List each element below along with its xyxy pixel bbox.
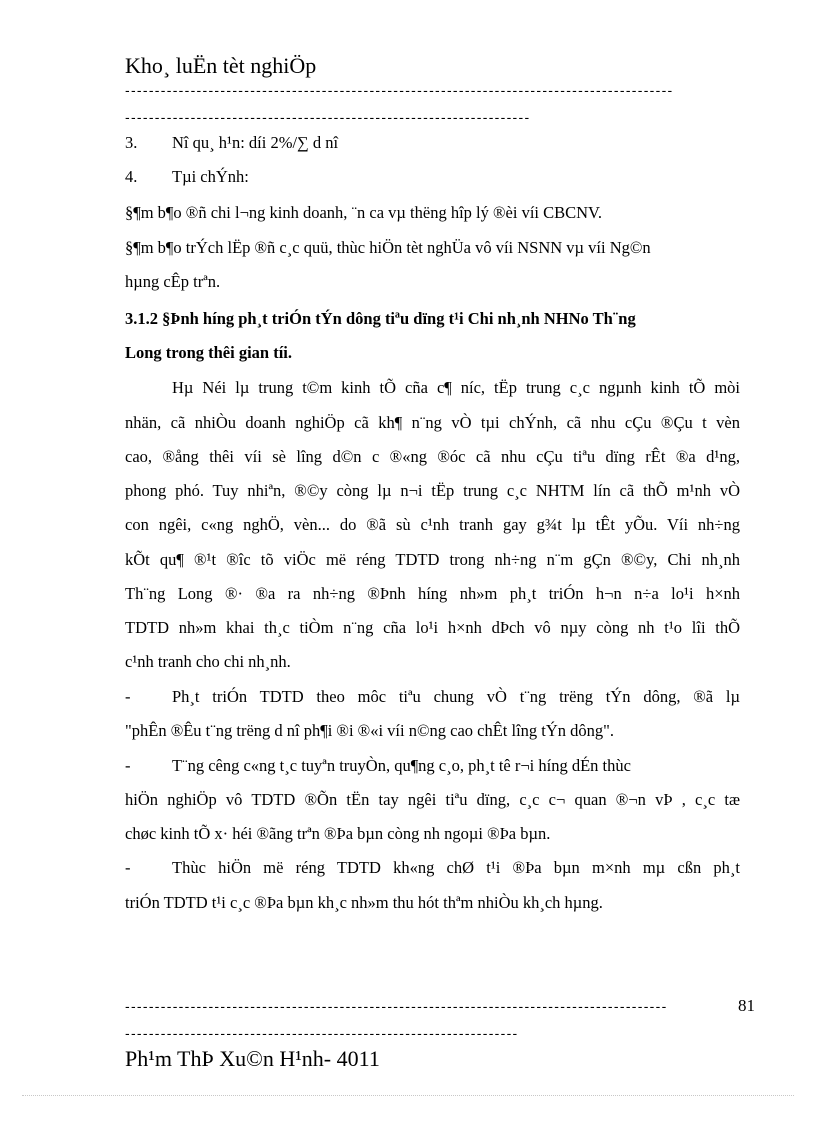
page-bottom-divider: [22, 1095, 794, 1096]
paragraph-line: phong phó. Tuy nhiªn, ®©y còng lµ n¬i tËp trung c¸c NHTM lín cã thÕ m¹nh vÒ: [125, 481, 740, 500]
bullet-line: Ph¸t triÓn TDTD theo môc tiªu chung vÒ t¨ng trëng tÝn dông, ®ã lµ: [172, 687, 740, 706]
list-item-3: [125, 126, 338, 160]
footer-rule-2: ------------------------------------------------------------------: [125, 1025, 519, 1041]
bullet-line: Thùc hiÖn më réng TDTD kh«ng chØ t¹i ®Þa bµn m×nh mµ cßn ph¸t: [172, 858, 740, 877]
finance-line: §¶m b¶o trÝch lËp ®ñ c¸c quü, thùc hiÖn tèt nghÜa vô víi NSNN vµ víi Ng©n: [125, 238, 651, 257]
paragraph-line: Th¨ng Long ®· ®a ra nh÷ng ®Þnh híng nh»m ph¸t triÓn h¬n n÷a lo¹i h×nh: [125, 584, 740, 603]
bullet-marker: -: [125, 756, 131, 775]
list-item-number: 3.: [125, 133, 138, 152]
list-item-text: Nî qu¸ h¹n: díi 2%/∑ d nî: [172, 133, 339, 152]
page-number: 81: [738, 996, 755, 1015]
header-rule-1: --------------------------------------------------------------------------------------------: [125, 82, 674, 98]
header-title: Kho¸ luËn tèt nghiÖp: [125, 53, 317, 78]
finance-line: hµng cÊp trªn.: [125, 272, 221, 291]
paragraph-line: c¹nh tranh cho chi nh¸nh.: [125, 652, 291, 671]
paragraph-line: Hµ Néi lµ trung t©m kinh tÕ cña c¶ níc, tËp trung c¸c ngµnh kinh tÕ mòi: [172, 378, 740, 397]
footer-rule-1: -------------------------------------------------------------------------------------------: [125, 998, 668, 1014]
bullet-line: "phÊn ®Êu t¨ng trëng d nî ph¶i ®i ®«i víi n©ng cao chÊt lîng tÝn dông".: [125, 721, 615, 740]
list-item-number: 4.: [125, 167, 138, 186]
paragraph-line: kÕt qu¶ ®¹t ®îc tõ viÖc më réng TDTD trong nh÷ng n¨m gÇn ®©y, Chi nh¸nh: [125, 550, 740, 569]
paragraph-line: TDTD nh»m khai th¸c tiÒm n¨ng cña lo¹i h×nh dÞch vô nµy còng nh t¹o lîi thÕ: [125, 618, 740, 637]
list-item-4: [125, 160, 249, 194]
paragraph-line: cao, ®ång thêi víi sè lîng d©n c ®«ng ®óc cã nhu cÇu tiªu dïng rÊt ®a d¹ng,: [125, 447, 740, 466]
finance-line: §¶m b¶o ®ñ chi l¬ng kinh doanh, ¨n ca vµ thëng hîp lý ®èi víi CBCNV.: [125, 203, 602, 222]
paragraph-line: nhän, cã nhiÒu doanh nghiÖp cã kh¶ n¨ng vÒ tµi chÝnh, cã nhu cÇu ®Çu t vèn: [125, 413, 740, 432]
section-heading-line-1: 3.1.2 §Þnh híng ph¸t triÓn tÝn dông tiªu dïng t¹i Chi nh¸nh NHNo Th¨ng: [125, 309, 636, 328]
section-heading-line-2: Long trong thêi gian tíi.: [125, 343, 293, 362]
list-item-text: Tµi chÝnh:: [172, 167, 249, 186]
bullet-marker: -: [125, 858, 131, 877]
footer-author: Ph¹m ThÞ Xu©n H¹nh- 4011: [125, 1046, 380, 1071]
paragraph-line: con ngêi, c«ng nghÖ, vèn... do ®ã sù c¹nh tranh gay g¾t lµ tÊt yÕu. Víi nh÷ng: [125, 515, 740, 534]
bullet-marker: -: [125, 687, 131, 706]
bullet-line: hiÖn nghiÖp vô TDTD ®Õn tËn tay ngêi tiªu dïng, c¸c c¬ quan ®¬n vÞ , c¸c tæ: [125, 790, 740, 809]
bullet-line: triÓn TDTD t¹i c¸c ®Þa bµn kh¸c nh»m thu hót thªm nhiÒu kh¸ch hµng.: [125, 893, 603, 912]
bullet-line: chøc kinh tÕ x· héi ®ãng trªn ®Þa bµn còng nh ngoµi ®Þa bµn.: [125, 824, 551, 843]
header-rule-2: --------------------------------------------------------------------: [125, 109, 531, 125]
bullet-line: T¨ng cêng c«ng t¸c tuyªn truyÒn, qu¶ng c¸o, ph¸t tê r¬i híng dÉn thùc: [172, 756, 631, 775]
